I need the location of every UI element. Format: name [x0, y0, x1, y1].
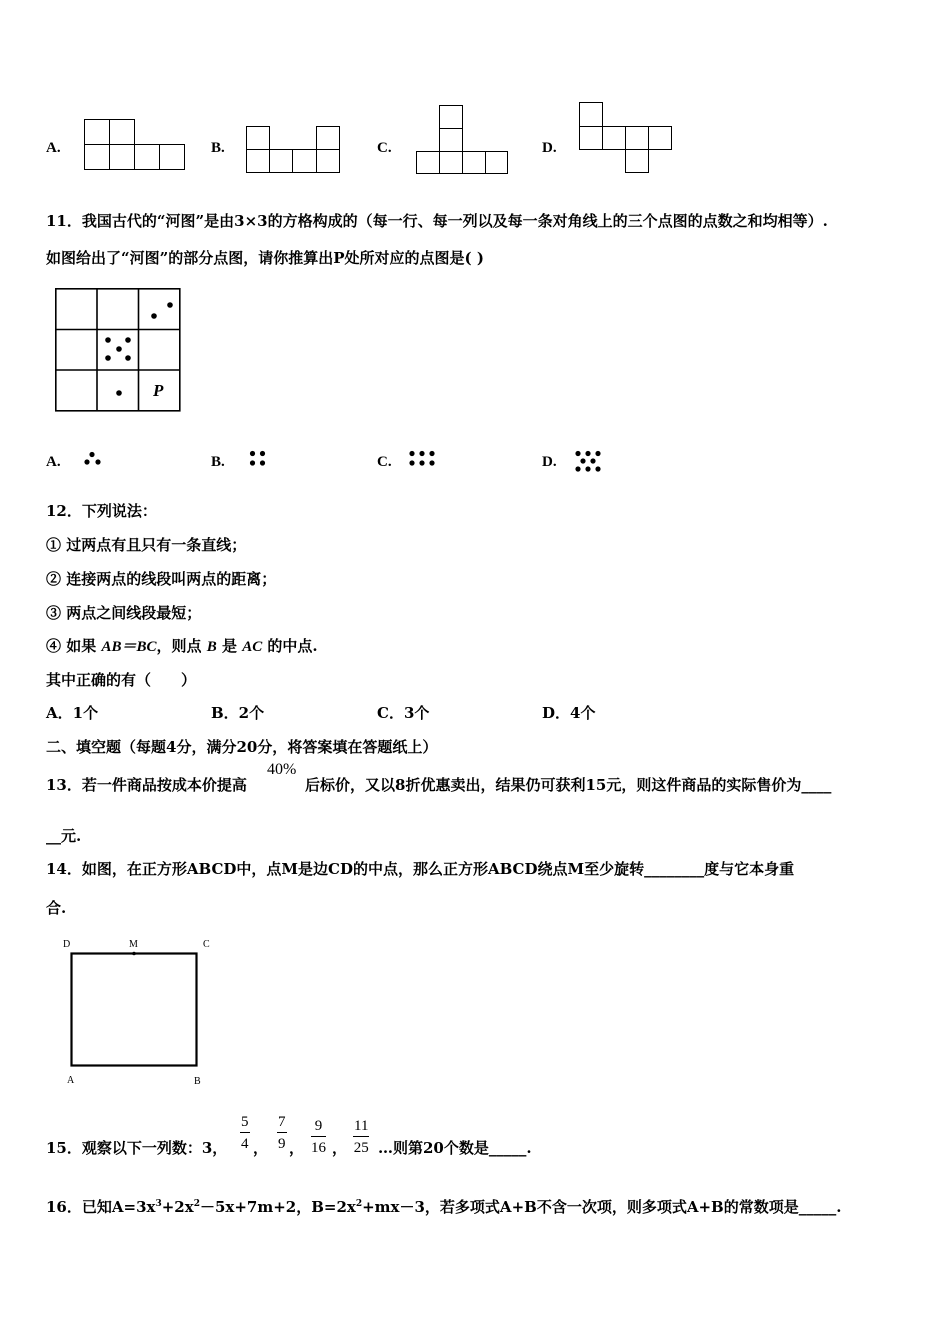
q14-square-figure — [60, 936, 220, 1086]
q12-option-b: B．2个 — [211, 704, 265, 722]
q12-option-a: A．1个 — [46, 704, 99, 722]
fraction-denominator: 16 — [311, 1140, 326, 1156]
q14-label-a: A — [67, 1075, 75, 1086]
q10-option-c-net — [416, 105, 510, 175]
q12-title: 12．下列说法： — [46, 502, 157, 520]
q15-fraction-3 — [311, 1118, 326, 1156]
q15-fraction-4 — [353, 1118, 369, 1156]
q12-option-c: C．3个 — [377, 704, 430, 722]
s4-b: B — [206, 639, 217, 655]
q15-sep-2: ， — [289, 1139, 305, 1157]
fraction-numerator: 9 — [311, 1118, 326, 1137]
fraction-numerator: 7 — [277, 1114, 287, 1133]
s4-eq: AB＝BC — [101, 639, 157, 655]
q12-statement-2: ② 连接两点的线段叫两点的距离； — [46, 570, 277, 588]
fraction-denominator: 4 — [241, 1136, 249, 1152]
q14-line2: 合. — [46, 899, 67, 917]
q16-p3: －5x+7m+2，B=2x — [199, 1198, 356, 1216]
q15-fraction-1 — [240, 1114, 250, 1152]
q10-option-d-label: D. — [542, 140, 557, 156]
s4-pre: ④ 如果 — [46, 637, 102, 655]
q10-option-b-net — [246, 126, 342, 174]
q16-p4: +mx－3，若多项式A+B不含一次项，则多项式A+B的常数项是_____. — [362, 1198, 842, 1216]
q11-option-b-label: B. — [211, 454, 225, 470]
fraction-numerator: 5 — [240, 1114, 250, 1133]
q10-option-b-label: B. — [211, 140, 225, 156]
q12-question: 其中正确的有（ ） — [46, 671, 197, 689]
fraction-denominator: 9 — [278, 1136, 286, 1152]
q16-exp3: 2 — [355, 1199, 363, 1209]
grid-p-label: P — [153, 381, 164, 400]
q11-option-a-label: A. — [46, 454, 61, 470]
q12-option-d: D．4个 — [542, 704, 596, 722]
q16-text — [46, 1197, 841, 1217]
q11-option-c-label: C. — [377, 454, 392, 470]
q14-label-b: B — [194, 1076, 201, 1087]
q10-option-a-net — [84, 119, 188, 173]
q11-text-line2: 如图给出了“河图”的部分点图，请你推算出P处所对应的点图是( ) — [46, 249, 484, 267]
q13-part2: 后标价，又以8折优惠卖出，结果仍可获利15元，则这件商品的实际售价为____ — [305, 776, 832, 794]
q15-suffix: …则第20个数是_____. — [378, 1139, 532, 1157]
q13-percent: 40% — [267, 761, 297, 778]
q14-label-m: M — [129, 939, 138, 950]
q10-option-a-label: A. — [46, 140, 61, 156]
q11-hetu-grid — [55, 288, 183, 414]
q11-option-d-dots — [574, 450, 606, 474]
q14-line1: 14．如图，在正方形ABCD中，点M是边CD的中点，那么正方形ABCD绕点M至少旋转________度与它本身重 — [46, 860, 795, 878]
section-2-heading: 二、填空题（每题4分，满分20分，将答案填在答题纸上） — [46, 738, 438, 756]
q13-part1: 13．若一件商品按成本价提高 — [46, 776, 247, 794]
q10-option-d-net — [579, 102, 675, 176]
s4-mid2: 是 — [216, 637, 243, 655]
q15-prefix: 15．观察以下一列数：3， — [46, 1139, 228, 1157]
q16-p1: 16．已知A=3x — [46, 1198, 156, 1216]
q15-sep-3: ， — [332, 1139, 348, 1157]
s4-ac: AC — [242, 639, 263, 655]
q14-label-d: D — [63, 939, 71, 950]
s4-mid1: ，则点 — [156, 637, 207, 655]
q12-statement-1: ① 过两点有且只有一条直线； — [46, 536, 247, 554]
q14-label-c: C — [203, 939, 210, 950]
q16-exp1: 3 — [155, 1199, 162, 1209]
q16-p2: +2x — [161, 1198, 194, 1216]
q11-option-d-label: D. — [542, 454, 557, 470]
q12-statement-4 — [46, 636, 318, 657]
q11-text-line1: 11．我国古代的“河图”是由3×3的方格构成的（每一行、每一列以及每一条对角线上的三个点图的点数之和均相等）. — [46, 212, 828, 230]
q11-option-b-dots — [249, 450, 269, 468]
q15-fraction-2 — [277, 1114, 287, 1152]
q11-option-c-dots — [408, 450, 440, 468]
s4-post: 的中点. — [262, 637, 318, 655]
fraction-numerator: 11 — [353, 1118, 369, 1137]
q11-option-a-dots — [84, 451, 104, 467]
q16-exp2: 2 — [193, 1199, 200, 1209]
q12-statement-3: ③ 两点之间线段最短； — [46, 604, 202, 622]
fraction-denominator: 25 — [353, 1140, 369, 1156]
q10-option-c-label: C. — [377, 140, 392, 156]
q13-line2: __元. — [46, 827, 82, 845]
q15-sep-1: ， — [253, 1139, 269, 1157]
